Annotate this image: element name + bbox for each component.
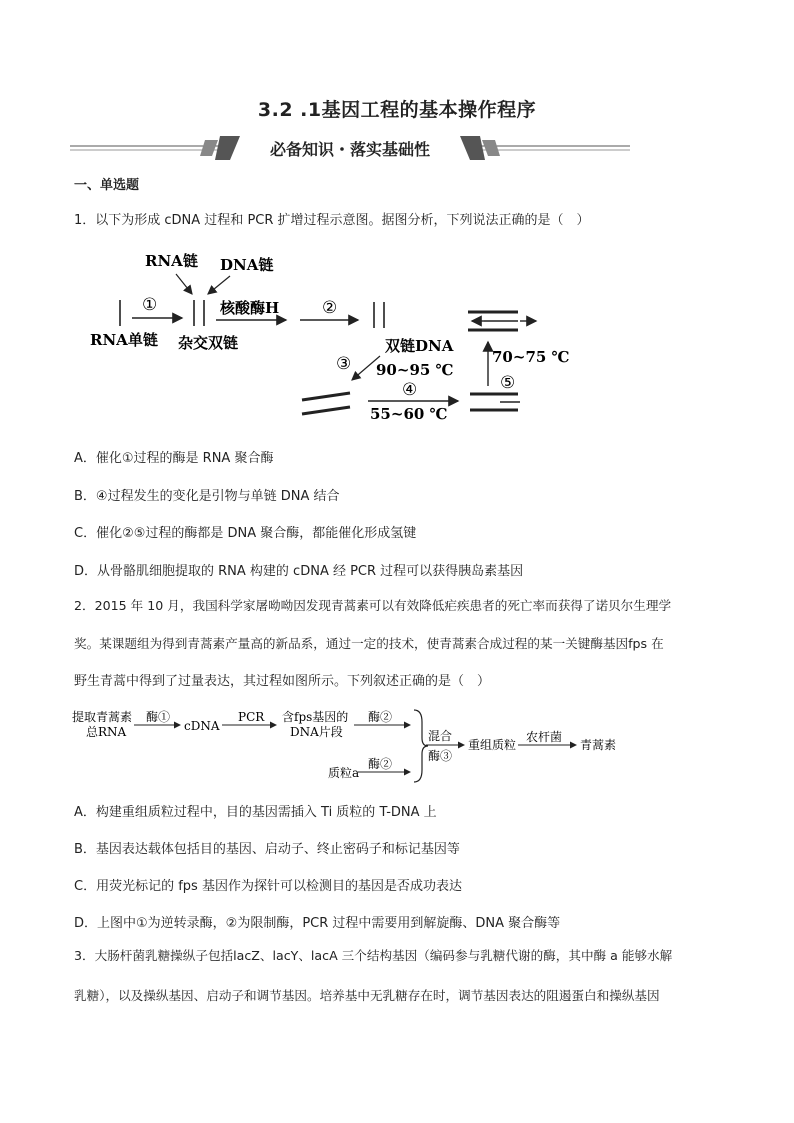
label-enzyme2-bottom: 酶② — [368, 757, 393, 771]
label-pcr: PCR — [238, 710, 265, 724]
label-temp-denature: 90~95 ℃ — [376, 361, 454, 379]
label-mix: 混合 — [428, 729, 453, 743]
label-step4: ④ — [402, 380, 418, 400]
label-enzyme2-top: 酶② — [368, 710, 393, 724]
label-recombinant: 重组质粒 — [468, 738, 517, 752]
cdna-pcr-diagram — [80, 238, 580, 428]
label-dna-chain: DNA链 — [220, 256, 274, 274]
label-extract-line1: 提取青蒿素 — [72, 710, 133, 724]
question-1-option-a: A．催化①过程的酶是 RNA 聚合酶 — [74, 451, 274, 466]
question-1-option-d: D．从骨骼肌细胞提取的 RNA 构建的 cDNA 经 PCR 过程可以获得胰岛素基因 — [74, 564, 524, 579]
label-cdna: cDNA — [184, 719, 220, 733]
question-2-stem-line-1: 2．2015 年 10 月，我国科学家屠呦呦因发现青蒿素可以有效降低疟疾患者的死亡率而获得了诺贝尔生理学 — [74, 598, 672, 613]
question-2-stem-line-3: 野生青蒿中得到了过量表达，其过程如图所示。下列叙述正确的是（ ） — [74, 674, 491, 689]
label-enzyme3: 酶③ — [428, 749, 453, 763]
label-agrobacterium: 农杆菌 — [526, 730, 563, 744]
question-1-stem: 1．以下为形成 cDNA 过程和 PCR 扩增过程示意图。据图分析，下列说法正确的是（ ） — [74, 213, 590, 228]
question-2-stem-line-2: 奖。某课题组为得到青蒿素产量高的新品系，通过一定的技术，使青蒿素合成过程的某一关键酶基因fps 在 — [74, 636, 664, 651]
label-step5: ⑤ — [500, 373, 516, 393]
label-extract-line2: 总RNA — [86, 725, 127, 739]
section-heading: 一、单选题 — [74, 178, 140, 193]
label-artemisia: 青蒿素 — [580, 738, 617, 752]
label-hybrid: 杂交双链 — [178, 334, 239, 352]
label-step2: ② — [322, 298, 338, 318]
label-plasmid: 质粒a — [328, 766, 360, 780]
question-1-option-c: C．催化②⑤过程的酶都是 DNA 聚合酶，都能催化形成氢键 — [74, 526, 417, 541]
question-3-stem-line-1: 3．大肠杆菌乳糖操纵子包括lacZ、lacY、lacA 三个结构基因（编码参与乳糖代谢的酶，其中酶 a 能够水解 — [74, 948, 673, 963]
label-fps-line2: DNA片段 — [290, 725, 343, 739]
label-temp-anneal: 55~60 ℃ — [370, 405, 448, 423]
question-1-option-b: B．④过程发生的变化是引物与单链 DNA 结合 — [74, 489, 340, 504]
label-step3: ③ — [336, 354, 352, 374]
label-fps-line1: 含fps基因的 — [282, 710, 349, 724]
page-title: 3.2 .1基因工程的基本操作程序 — [257, 99, 537, 121]
banner-title: 必备知识・落实基础性 — [269, 140, 430, 159]
question-2-option-d: D．上图中①为逆转录酶，②为限制酶，PCR 过程中需要用到解旋酶、DNA 聚合酶等 — [74, 916, 561, 931]
label-temp-extend: 70~75 ℃ — [492, 348, 570, 366]
question-3-stem-line-2: 乳糖），以及操纵基因、启动子和调节基因。培养基中无乳糖存在时，调节基因表达的阻遏蛋白和操纵基因 — [74, 988, 660, 1003]
label-double-dna: 双链DNA — [385, 337, 454, 355]
label-enzyme1: 酶① — [146, 710, 171, 724]
label-step1: ① — [142, 295, 158, 315]
label-enzyme-h: 核酸酶H — [220, 299, 280, 317]
question-2-option-b: B．基因表达载体包括目的基因、启动子、终止密码子和标记基因等 — [74, 842, 460, 857]
label-rna-chain: RNA链 — [145, 252, 198, 270]
artemisinin-flow-diagram — [70, 704, 670, 786]
label-rna-single: RNA单链 — [90, 331, 158, 349]
question-2-option-c: C．用荧光标记的 fps 基因作为探针可以检测目的基因是否成功表达 — [74, 879, 462, 894]
question-2-option-a: A．构建重组质粒过程中，目的基因需插入 Ti 质粒的 T-DNA 上 — [74, 805, 437, 820]
